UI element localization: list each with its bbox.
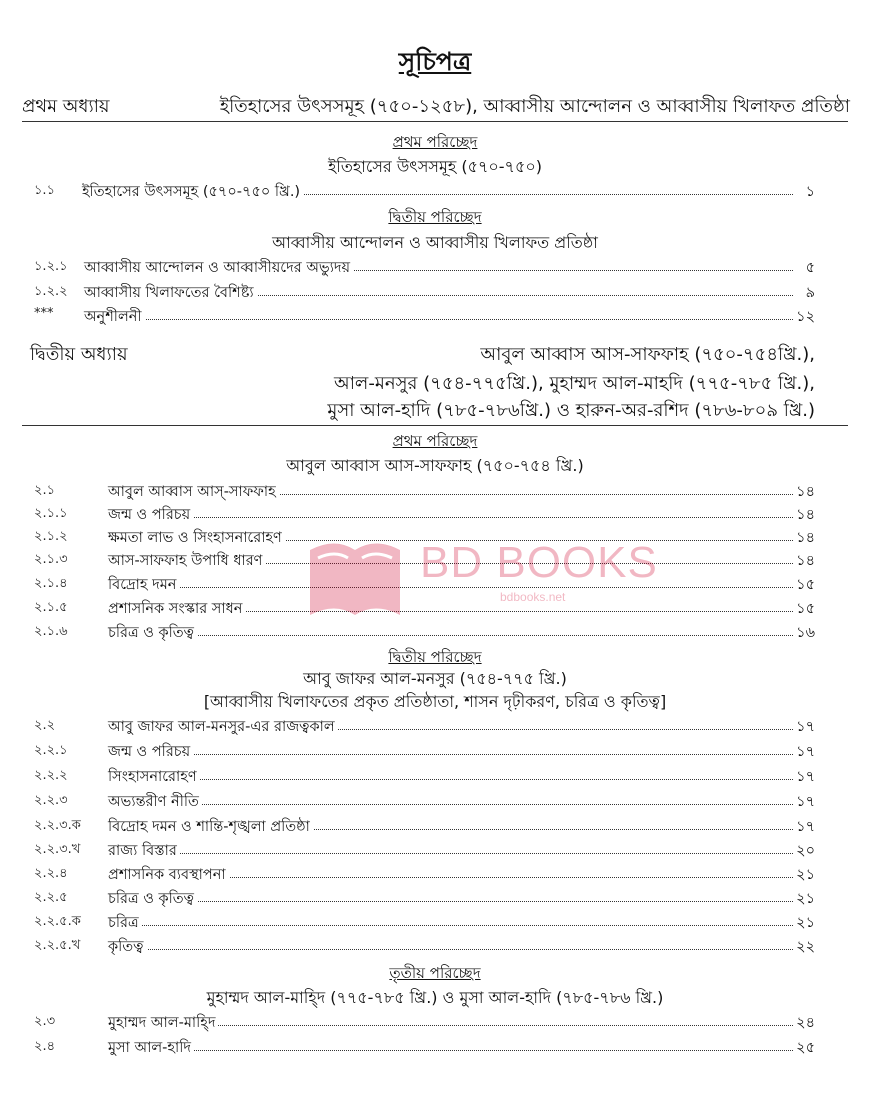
section-subheading: আবুল আব্বাস আস-সাফফাহ (৭৫০-৭৫৪ খ্রি.) xyxy=(286,456,584,475)
entry-number: ২.১.২ xyxy=(34,529,68,544)
entry-title: প্রশাসনিক সংস্কার সাধন xyxy=(108,598,245,622)
entry-title: কৃতিত্ব xyxy=(108,936,147,960)
entry-page: ২২ xyxy=(796,939,815,955)
entry-page: ১২ xyxy=(796,309,815,325)
entry-page: ১৭ xyxy=(796,769,815,785)
entry-page: ১৭ xyxy=(796,819,815,835)
section-heading: প্রথম পরিচ্ছেদ xyxy=(392,432,478,450)
entry-title: আবু জাফর আল-মনসুর-এর রাজত্বকাল xyxy=(108,716,338,740)
entry-number: ২.২.৩.ক xyxy=(34,818,81,833)
toc-entry[interactable] xyxy=(22,622,815,644)
entry-number: ২.২.৪ xyxy=(34,866,68,881)
entry-title: বিদ্রোহ দমন ও শান্তি-শৃঙ্খলা প্রতিষ্ঠা xyxy=(108,816,313,840)
section-subheading: আবু জাফর আল-মনসুর (৭৫৪-৭৭৫ খ্রি.) xyxy=(303,669,567,688)
entry-number: ২.১.৬ xyxy=(34,624,68,639)
section-subheading: ইতিহাসের উৎসসমূহ (৫৭০-৭৫০) xyxy=(327,157,542,176)
entry-title: অভ্যন্তরীণ নীতি xyxy=(108,791,202,815)
leader-dots xyxy=(108,925,793,926)
entry-number: ২.২.৫.ক xyxy=(34,914,81,929)
toc-entry[interactable] xyxy=(22,181,815,203)
entry-title: আব্বাসীয় খিলাফতের বৈশিষ্ট্য xyxy=(84,282,257,306)
toc-entry[interactable] xyxy=(22,481,815,503)
section-heading: দ্বিতীয় পরিচ্ছেদ xyxy=(388,208,482,226)
toc-entry[interactable] xyxy=(22,741,815,763)
entry-number: ২.১ xyxy=(34,483,56,498)
entry-title: বিদ্রোহ দমন xyxy=(108,574,179,598)
entry-page: ১৫ xyxy=(796,601,815,617)
chapter2-label: দ্বিতীয় অধ্যায় xyxy=(30,344,128,365)
toc-entry[interactable] xyxy=(22,912,815,934)
entry-title: আব্বাসীয় আন্দোলন ও আব্বাসীয়দের অভ্যুদয় xyxy=(84,257,353,281)
entry-title: মুহাম্মদ আল-মাহ্দি xyxy=(108,1012,218,1036)
entry-page: ৫ xyxy=(805,260,815,276)
leader-dots xyxy=(108,1050,793,1051)
divider xyxy=(22,425,848,426)
entry-page: ১৭ xyxy=(796,794,815,810)
entry-number: ২.১.৩ xyxy=(34,552,68,567)
toc-entry[interactable] xyxy=(22,716,815,738)
entry-title: জন্ম ও পরিচয় xyxy=(108,741,193,765)
section-subheading: আব্বাসীয় আন্দোলন ও আব্বাসীয় খিলাফত প্রতিষ্ঠা xyxy=(272,233,598,252)
entry-number: ২.৩ xyxy=(34,1014,56,1029)
section-subheading: মুহাম্মদ আল-মাহ্দি (৭৭৫-৭৮৫ খ্রি.) ও মুসা আল-হাদি (৭৮৫-৭৮৬ খ্রি.) xyxy=(206,988,664,1007)
entry-number: ২.২.৩ xyxy=(34,793,68,808)
entry-title: রাজ্য বিস্তার xyxy=(108,840,180,864)
entry-page: ২০ xyxy=(796,843,815,859)
entry-page: ২১ xyxy=(796,891,815,907)
entry-title: সিংহাসনারোহণ xyxy=(108,766,200,790)
divider xyxy=(22,121,848,122)
entry-page: ২১ xyxy=(796,867,815,883)
entry-number: ২.১.১ xyxy=(34,506,68,521)
leader-dots xyxy=(108,754,793,755)
entry-number: ২.২.১ xyxy=(34,743,68,758)
chapter1-title: ইতিহাসের উৎসসমূহ (৭৫০-১২৫৮), আব্বাসীয় আন্দোলন ও আব্বাসীয় খিলাফত প্রতিষ্ঠা xyxy=(219,96,850,117)
leader-dots xyxy=(108,587,793,588)
entry-number: *** xyxy=(34,306,54,321)
leader-dots xyxy=(108,517,793,518)
leader-dots xyxy=(108,853,793,854)
entry-page: ১৪ xyxy=(796,553,815,569)
entry-title: জন্ম ও পরিচয় xyxy=(108,504,193,528)
chapter1-label: প্রথম অধ্যায় xyxy=(22,96,110,117)
toc-entry[interactable] xyxy=(22,766,815,788)
watermark-site: bdbooks.net xyxy=(500,590,566,604)
entry-number: ২.২.৩.খ xyxy=(34,842,81,857)
entry-page: ১৭ xyxy=(796,744,815,760)
toc-entry[interactable] xyxy=(22,257,815,279)
entry-page: ১ xyxy=(805,184,815,200)
toc-entry[interactable] xyxy=(22,1012,815,1034)
entry-page: ৯ xyxy=(805,285,815,301)
chapter2-title-line: মুসা আল-হাদি (৭৮৫-৭৮৬খ্রি.) ও হারুন-অর-রশিদ (৭৮৬-৮০৯ খ্রি.) xyxy=(327,400,815,421)
toc-entry[interactable] xyxy=(22,598,815,620)
leader-dots xyxy=(108,804,793,805)
toc-entry[interactable] xyxy=(22,791,815,813)
entry-number: ২.১.৫ xyxy=(34,600,68,615)
toc-entry[interactable] xyxy=(22,936,815,958)
watermark-brand: BD BOOKS xyxy=(420,538,658,587)
leader-dots xyxy=(84,319,793,320)
toc-entry[interactable] xyxy=(22,550,815,572)
toc-entry[interactable] xyxy=(22,840,815,862)
leader-dots xyxy=(108,901,793,902)
leader-dots xyxy=(108,635,793,636)
entry-title: চরিত্র ও কৃতিত্ব xyxy=(108,622,197,646)
entry-page: ২৫ xyxy=(796,1040,815,1056)
leader-dots xyxy=(108,779,793,780)
entry-page: ১৪ xyxy=(796,507,815,523)
section-heading: প্রথম পরিচ্ছেদ xyxy=(392,133,478,151)
chapter2-title-line: আল-মনসুর (৭৫৪-৭৭৫খ্রি.), মুহাম্মদ আল-মাহদি (৭৭৫-৭৮৫ খ্রি.), xyxy=(333,373,815,394)
entry-title: আস-সাফফাহ উপাধি ধারণ xyxy=(108,550,265,574)
toc-entry[interactable] xyxy=(22,1037,815,1059)
toc-entry[interactable] xyxy=(22,864,815,886)
entry-number: ২.২ xyxy=(34,718,56,733)
entry-page: ১৭ xyxy=(796,719,815,735)
entry-title: প্রশাসনিক ব্যবস্থাপনা xyxy=(108,864,229,888)
entry-page: ১৫ xyxy=(796,577,815,593)
entry-number: ২.২.৫ xyxy=(34,890,68,905)
toc-entry[interactable] xyxy=(22,504,815,526)
entry-title: আবুল আব্বাস আস্-সাফফাহ xyxy=(108,481,279,505)
section-subheading-note: [আব্বাসীয় খিলাফতের প্রকৃত প্রতিষ্ঠাতা, শাসন দৃঢ়ীকরণ, চরিত্র ও কৃতিত্ব] xyxy=(203,692,667,711)
toc-entry[interactable] xyxy=(22,527,815,549)
entry-title: অনুশীলনী xyxy=(84,306,145,330)
entry-number: ২.২.২ xyxy=(34,768,68,783)
toc-entry[interactable] xyxy=(22,816,815,838)
section-heading: তৃতীয় পরিচ্ছেদ xyxy=(389,964,481,982)
entry-number: ২.১.৪ xyxy=(34,576,68,591)
toc-entry[interactable] xyxy=(22,306,815,328)
entry-title: ক্ষমতা লাভ ও সিংহাসনারোহণ xyxy=(108,527,285,551)
entry-title: ইতিহাসের উৎসসমূহ (৫৭০-৭৫০ খ্রি.) xyxy=(82,181,303,205)
entry-number: ১.১ xyxy=(34,183,56,198)
entry-number: ১.২.১ xyxy=(34,259,68,274)
page-title: সূচিপত্র xyxy=(398,47,472,76)
chapter2-title-line: আবুল আব্বাস আস-সাফফাহ (৭৫০-৭৫৪খ্রি.), xyxy=(480,344,815,365)
entry-number: ২.২.৫.খ xyxy=(34,938,81,953)
entry-page: ১৪ xyxy=(796,530,815,546)
leader-dots xyxy=(108,949,793,950)
entry-title: চরিত্র ও কৃতিত্ব xyxy=(108,888,197,912)
section-heading: দ্বিতীয় পরিচ্ছেদ xyxy=(388,648,482,666)
entry-page: ১৪ xyxy=(796,484,815,500)
entry-title: মুসা আল-হাদি xyxy=(108,1037,194,1061)
toc-entry[interactable] xyxy=(22,888,815,910)
entry-number: ১.২.২ xyxy=(34,284,68,299)
entry-page: ২১ xyxy=(796,915,815,931)
toc-entry[interactable] xyxy=(22,574,815,596)
entry-number: ২.৪ xyxy=(34,1039,56,1054)
entry-page: ২৪ xyxy=(796,1015,815,1031)
entry-page: ১৬ xyxy=(796,625,815,641)
entry-title: চরিত্র xyxy=(108,912,142,936)
toc-entry[interactable] xyxy=(22,282,815,304)
